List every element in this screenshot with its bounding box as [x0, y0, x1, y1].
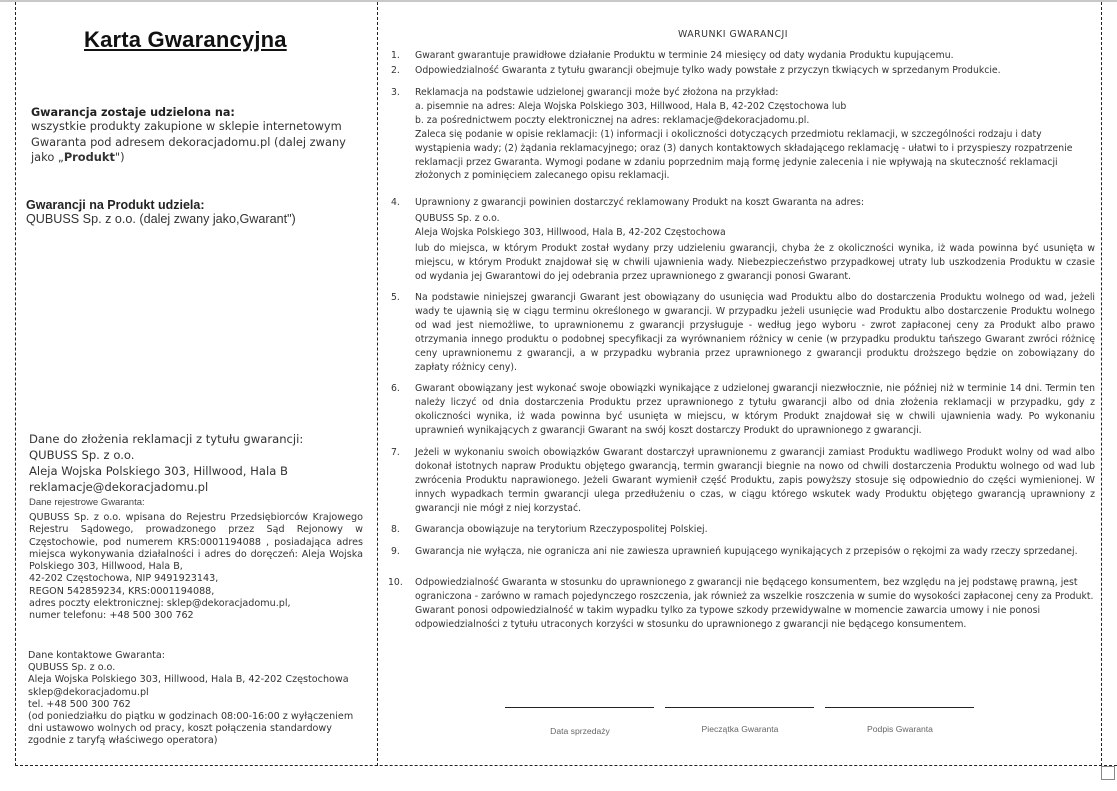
item-number: 3. — [391, 87, 400, 98]
condition-item — [391, 523, 1095, 537]
right-cut-line — [1101, 2, 1102, 766]
complaint-address: Aleja Wojska Polskiego 303, Hillwood, Hala B — [29, 464, 288, 478]
condition-item — [391, 86, 1095, 183]
item-text: Uprawniony z gwarancji powinien dostarczyć reklamowany Produkt na koszt Gwaranta na adres: — [415, 197, 864, 208]
left-cut-line — [15, 2, 16, 766]
complaint-company: QUBUSS Sp. z o.o. — [29, 448, 135, 462]
top-border — [0, 0, 1117, 2]
item-text: Gwarant gwarantuje prawidłowe działanie Produktu w terminie 24 miesięcy od daty wydania Produktu kupującemu. — [415, 50, 954, 61]
item-text: Gwarant obowiązany jest wykonać swoje obowiązki wynikające z udzielonej gwarancji niezwłocznie, nie później niż w terminie 14 dni. Termin ten należy liczyć od dnia dostarczenia Produktu przez uprawnionego z tytułu gwarancji albo od dnia złożenia reklamacji w przypadku, gdy z okoliczności wynika, iż wada powinna być usunięta w miejscu, w którym Produkt znajdował się w chwili ujawnienia wady. Po wykonaniu uprawnień wynikających z gwarancji Gwarant na swój koszt dostarczy Produkt do uprawnionego z gwarancji. — [415, 383, 1095, 436]
complaint-data — [29, 431, 359, 495]
registry-city: 42-202 Częstochowa, NIP 9491923143, — [29, 573, 219, 585]
item-number: 2. — [391, 65, 400, 76]
conditions-heading: WARUNKI GWARANCJI — [678, 29, 789, 40]
signature-line — [825, 707, 974, 708]
item-sub-a: a. pisemnie na adres: Aleja Wojska Polskiego 303, Hillwood, Hala B, 42-202 Częstochowa lub — [415, 100, 847, 112]
item-text: Odpowiedzialność Gwaranta w stosunku do uprawnionego z gwarancji nie będącego konsumentem, bez względu na jej podstawę prawną, jest ograniczona - zarówno w ramach pojedynczego roszczenia, jak również za wszelkie roszczenia w sumie do wysokości zapłaconej ceny za Produkt. Gwarant ponosi odpowiedzialność w takim wypadku tylko za typowe szkody przewidywalne w momencie zawarcia umowy i nie ponosi odpowiedzialności z tytułu utraconych korzyści w stosunku do uprawnionego z gwarancji nie będącego konsumentem. — [415, 577, 1094, 630]
scope-text — [31, 119, 361, 166]
condition-item — [391, 545, 1095, 559]
page-title: Karta Gwarancyjna — [84, 27, 287, 52]
registry-text: QUBUSS Sp. z o.o. wpisana do Rejestru Przedsiębiorców Krajowego Rejestru Sądowego, prowadzonego przez Sąd Rejonowy w Częstochowie, pod numerem KRS:0001194088 , posiadająca adres miejsca wykonywania działalności i adres do doręczeń: Aleja Wojska Polskiego 303, Hillwood, Hala B, — [29, 512, 363, 573]
condition-item — [391, 446, 1095, 516]
condition-item — [391, 291, 1095, 374]
warranty-issuer — [26, 198, 356, 228]
contact-company: QUBUSS Sp. z o.o. — [28, 662, 116, 674]
sale-date-label: Data sprzedaży — [550, 726, 610, 736]
item-text: Gwarancja nie wyłącza, nie ogranicza ani nie zawiesza uprawnień kupującego wynikających z przepisów o rękojmi za wady rzeczy sprzedanej. — [415, 546, 1078, 557]
corner-marker — [1101, 766, 1115, 780]
bottom-cut-line — [15, 765, 1117, 766]
item-number: 10. — [388, 577, 403, 588]
scope-text-part: wszystkie produkty zakupione w sklepie internetowym Gwaranta pod adresem dekoracjadomu.pl (dalej zwany jako „ — [31, 119, 346, 164]
condition-item — [391, 49, 1095, 63]
stamp-label: Pieczątka Gwaranta — [701, 724, 779, 734]
condition-item — [391, 382, 1095, 438]
item-number: 6. — [391, 383, 400, 394]
complaint-heading: Dane do złożenia reklamacji z tytułu gwarancji: — [29, 432, 304, 446]
scope-text-bold: Produkt — [63, 150, 115, 164]
registry-email: adres poczty elektronicznej: sklep@dekoracjadomu.pl, — [29, 598, 291, 610]
condition-item — [391, 196, 1095, 283]
registry-regon: REGON 542859234, KRS:0001194088, — [29, 585, 215, 597]
middle-cut-line — [377, 2, 378, 766]
item-number: 4. — [391, 197, 400, 208]
contact-email: sklep@dekoracjadomu.pl — [28, 686, 149, 698]
stamp-line — [665, 707, 814, 708]
registry-heading: Dane rejestrowe Gwaranta: — [29, 497, 145, 508]
issuer-text: QUBUSS Sp. z o.o. (dalej zwany jako,Gwarant") — [26, 212, 296, 226]
item-text: Na podstawie niniejszej gwarancji Gwarant jest obowiązany do usunięcia wad Produktu albo do dostarczenia Produktu wolnego od wad, jeżeli wady te ujawnią się w ciągu terminu określonego w gwarancji. W przypadku jeżeli usunięcie wad Produktu albo dostarczenie Produktu wolnego od wad jest niemożliwe, to uprawnionemu z gwarancji przysługuje - według jego wyboru - zwrot zapłaconej ceny za Produkt albo prawo otrzymania innego produktu o podobnej specyfikacji za wyrównaniem różnicy w cenie (w przypadku produktu tańszego Gwarant zwróci różnicę ceny uprawnionemu z gwarancji, a w przypadku wybrania przez uprawnionego z gwarancji produktu droższego będzie on zobowiązany do zapłaty różnicy ceny). — [415, 292, 1095, 373]
scope-heading: Gwarancja zostaje udzielona na: — [31, 106, 235, 119]
complaint-email: reklamacje@dekoracjadomu.pl — [29, 480, 209, 494]
item-text: Odpowiedzialność Gwaranta z tytułu gwarancji obejmuje tylko wady powstałe z przyczyn tkwiących w sprzedanym Produkcie. — [415, 65, 1001, 76]
signature-label: Podpis Gwaranta — [867, 724, 933, 734]
item-number: 8. — [391, 524, 400, 535]
sale-date-line — [505, 707, 654, 708]
registry-phone: numer telefonu: +48 500 300 762 — [29, 610, 194, 622]
item-number: 9. — [391, 546, 400, 557]
item-text: Gwarancja obowiązuje na terytorium Rzeczypospolitej Polskiej. — [415, 524, 708, 535]
item-note: Zaleca się podanie w opisie reklamacji: (1) informacji i okoliczności dotyczących przedmiotu reklamacji, w szczególności rodzaju i daty wystąpienia wady; (2) żądania reklamacyjnego; oraz (3) danych kontaktowych składającego reklamację - ułatwi to i przyspieszy rozpatrzenie reklamacji przez Gwaranta. Wymogi podane w zdaniu poprzednim mają formę jedynie zalecenia i nie wpływają na skuteczność reklamacji złożonych z pominięciem zalecanego opisu reklamacji. — [415, 128, 1073, 182]
issuer-heading: Gwarancji na Produkt udziela: — [26, 198, 205, 212]
contact-data — [28, 650, 368, 748]
contact-phone: tel. +48 500 300 762 — [28, 698, 131, 710]
registry-data — [29, 497, 363, 623]
item-text: Jeżeli w wykonaniu swoich obowiązków Gwarant dostarczył uprawnionemu z gwarancji zamiast Produktu wadliwego Produkt wolny od wad albo dokonał istotnych napraw Produktu objętego gwarancją, termin gwarancji biegnie na nowo od chwili dostarczenia Produktu wolnego od wad lub zwrócenia Produktu naprawionego. Jeżeli Gwarant wymienił część Produktu, zapis powyższy stosuje się odpowiednio do części wymienionej. W innych wypadkach termin gwarancji ulega przedłużeniu o czas, w ciągu którego wskutek wady Produktu objętego gwarancją uprawniony z gwarancji nie mógł z niej korzystać. — [415, 447, 1095, 514]
condition-item — [391, 64, 1095, 78]
contact-address: Aleja Wojska Polskiego 303, Hillwood, Hala B, 42-202 Częstochowa — [28, 674, 349, 686]
item-address: Aleja Wojska Polskiego 303, Hillwood, Hala B, 42-202 Częstochowa — [415, 226, 726, 238]
warranty-scope — [31, 106, 361, 166]
item-number: 1. — [391, 50, 400, 61]
contact-heading: Dane kontaktowe Gwaranta: — [28, 650, 166, 661]
item-company: QUBUSS Sp. z o.o. — [415, 212, 500, 224]
condition-item — [388, 576, 1095, 632]
item-note: lub do miejsca, w którym Produkt został wydany przy udzieleniu gwarancji, chyba że z okoliczności wynika, iż wada powinna być usunięta w miejscu, w którym Produkt znajdował się w chwili ujawnienia wady. Niebezpieczeństwo przypadkowej utraty lub uszkodzenia Produktu w czasie od wydania jej Gwarantowi do jej odebrania przez uprawnionego z gwarancji ponosi Gwarant. — [415, 242, 1095, 282]
item-sub-b: b. za pośrednictwem poczty elektronicznej na adres: reklamacje@dekoracjadomu.pl. — [415, 114, 810, 126]
item-number: 5. — [391, 292, 400, 303]
item-text: Reklamacja na podstawie udzielonej gwarancji może być złożona na przykład: — [415, 87, 779, 98]
contact-hours: (od poniedziałku do piątku w godzinach 08:00-16:00 z wyłączeniem dni ustawowo wolnych od pracy, koszt połączenia standardowy zgodnie z taryfą właściwego operatora) — [28, 711, 354, 747]
item-number: 7. — [391, 447, 400, 458]
scope-text-end: ") — [114, 150, 125, 164]
